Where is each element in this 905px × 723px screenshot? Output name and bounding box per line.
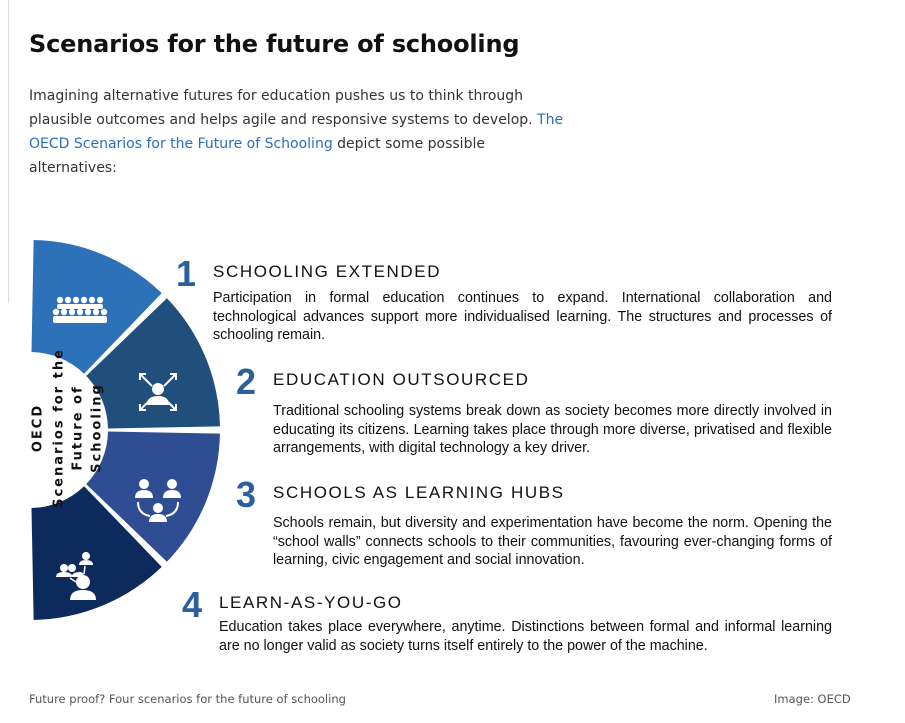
scenario-3-number: 3	[236, 474, 257, 515]
figure-caption: Future proof? Four scenarios for the future of schooling	[29, 692, 346, 706]
scenario-2-heading: EDUCATION OUTSOURCED	[273, 370, 530, 389]
center-label-line-4: Schooling	[89, 383, 105, 473]
scenarios-figure	[0, 230, 905, 670]
scenario-1-description: Participation in formal education continues to expand. International collaboration and technological advances support more individualised learning. The structures and processes of schooling remain.	[213, 290, 832, 343]
scenario-4-heading: LEARN-AS-YOU-GO	[219, 593, 403, 612]
center-label-line-1: OECD	[30, 403, 46, 453]
scenario-4-number: 4	[182, 584, 203, 625]
scenario-2-number: 2	[236, 361, 257, 402]
center-label-line-2: Scenarios for the	[51, 348, 67, 508]
scenario-3-description: Schools remain, but diversity and experimentation have become the norm. Opening the “school walls” connects schools to their communities, favouring ever-changing forms of learning, civic engagement and social innovation.	[273, 515, 832, 568]
intro-paragraph	[29, 84, 569, 180]
intro-text-start: Imagining alternative futures for education pushes us to think through plausible outcomes and helps agile and responsive systems to develop.	[29, 88, 538, 128]
center-label-line-3: Future of	[70, 385, 86, 471]
scenario-2-description: Traditional schooling systems break down as society becomes more directly involved in educating its citizens. Learning takes place through more diverse, privatised and flexible arrangements, with digital technology a key driver.	[273, 403, 832, 456]
intro-text-end: depict some possible alternatives:	[29, 136, 485, 176]
image-credit: Image: OECD	[774, 692, 851, 706]
scenario-4-description: Education takes place everywhere, anytime. Distinctions between formal and informal learning are no longer valid as society turns itself entirely to the power of the machine.	[219, 619, 832, 654]
oecd-scenarios-link[interactable]: The OECD Scenarios for the Future of Schooling	[29, 112, 564, 152]
page-title: Scenarios for the future of schooling	[29, 30, 520, 58]
scenario-1-number: 1	[176, 253, 197, 294]
scenario-3-heading: SCHOOLS AS LEARNING HUBS	[273, 483, 565, 502]
scenario-1-heading: SCHOOLING EXTENDED	[213, 262, 442, 281]
